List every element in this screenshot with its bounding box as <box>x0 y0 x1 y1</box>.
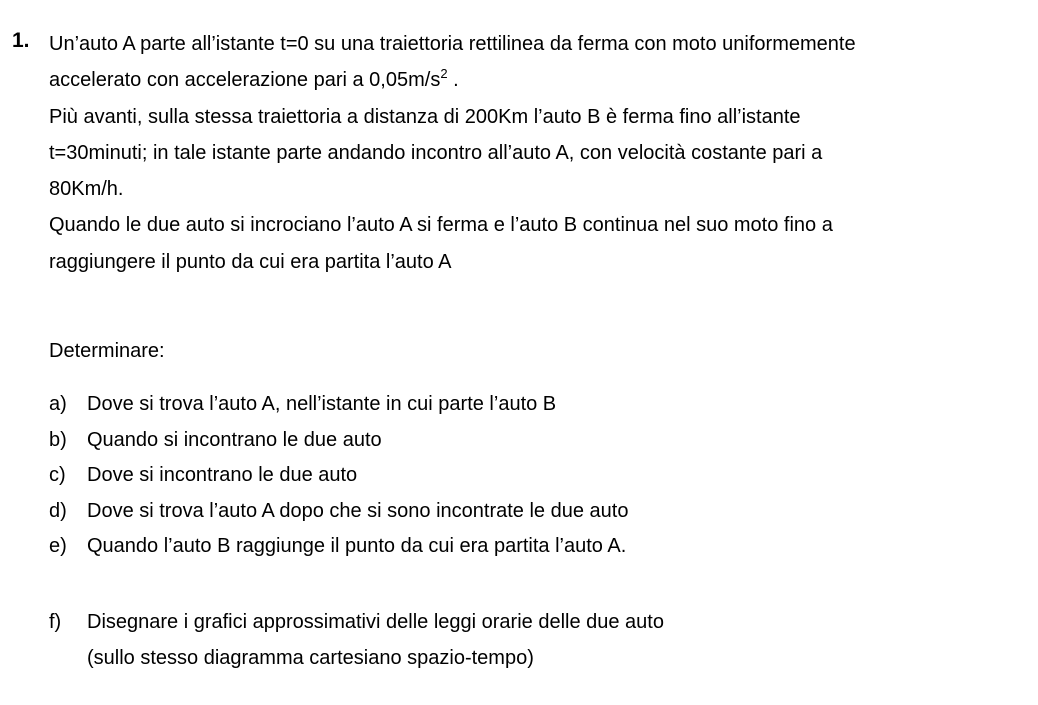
problem-line: t=30minuti; in tale istante parte andando incontro all’auto A, con velocità costante pari a <box>49 141 823 164</box>
question-letter: a) <box>49 393 67 415</box>
question-text: Dove si trova l’auto A dopo che si sono incontrate le due auto <box>87 499 629 522</box>
question-letter: c) <box>49 464 66 486</box>
question-item-d <box>49 496 1029 532</box>
question-letter: f) <box>49 611 62 633</box>
problem-number: 1. <box>12 29 30 52</box>
problem-line: Un’auto A parte all’istante t=0 su una traiettoria rettilinea da ferma con moto uniformemente <box>49 33 856 55</box>
problem-line <box>49 62 1034 98</box>
question-item-b <box>49 425 1029 461</box>
determinare-heading: Determinare: <box>49 340 165 362</box>
question-text: Quando l’auto B raggiunge il punto da cui era partita l’auto A. <box>87 535 627 557</box>
question-letter: e) <box>49 535 67 557</box>
problem-text: . <box>447 69 459 92</box>
question-item-e <box>49 531 1029 567</box>
question-letter: d) <box>49 499 67 522</box>
question-text: Dove si incontrano le due auto <box>87 464 358 486</box>
question-item-c <box>49 460 1029 496</box>
question-item-a <box>49 389 1029 425</box>
question-text: Disegnare i grafici approssimativi delle leggi orarie delle due auto <box>87 611 664 633</box>
question-list <box>49 389 1029 567</box>
question-text: Dove si trova l’auto A, nell’istante in cui parte l’auto B <box>87 393 557 415</box>
question-text-continuation: (sullo stesso diagramma cartesiano spazio-tempo) <box>87 647 534 669</box>
problem-text: accelerato con accelerazione pari a 0,05m/s <box>49 69 441 92</box>
problem-statement <box>49 26 1034 280</box>
problem-line: Quando le due auto si incrociano l’auto A si ferma e l’auto B continua nel suo moto fino a <box>49 214 833 237</box>
question-text: Quando si incontrano le due auto <box>87 428 382 451</box>
question-letter: b) <box>49 428 67 451</box>
exponent: 2 <box>440 66 448 82</box>
problem-line: raggiungere il punto da cui era partita l’auto A <box>49 250 452 273</box>
problem-line: Più avanti, sulla stessa traiettoria a distanza di 200Km l’auto B è ferma fino all’istante <box>49 105 801 128</box>
problem-line: 80Km/h. <box>49 178 124 201</box>
